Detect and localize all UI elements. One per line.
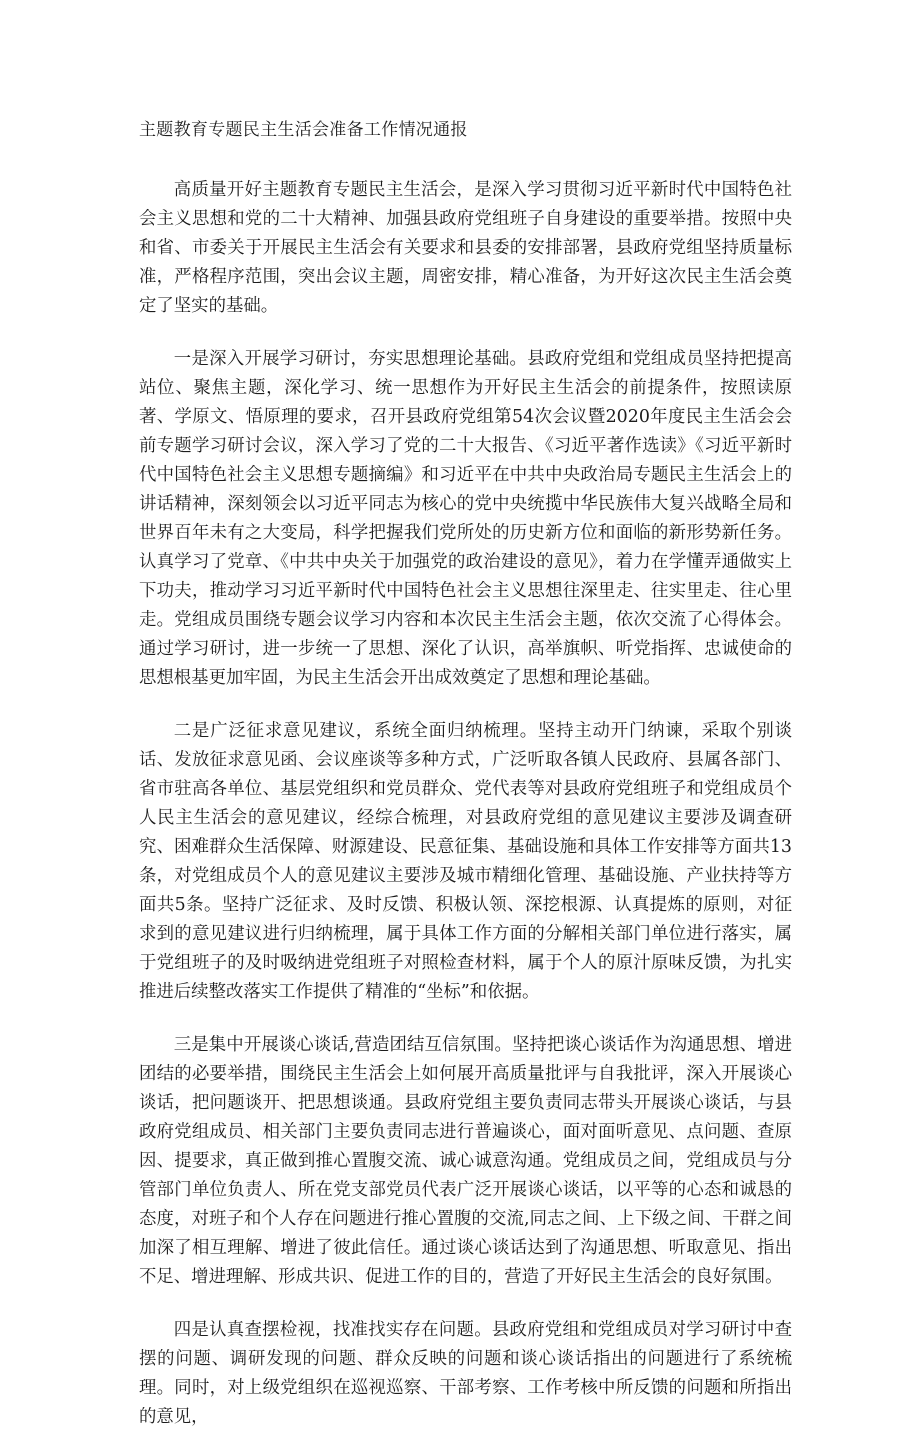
paragraph-study: 一是深入开展学习研讨，夯实思想理论基础。县政府党组和党组成员坚持把提高站位、聚焦主题，深化学习、统一思想作为开好民主生活会的前提条件，按照读原著、学原文、悟原理的要求，召开县政府党组第54次会议暨2020年度民主生活会会前专题学习研讨会议，深入学习了党的二十大报告、《习近平著作选读》《习近平新时代中国特色社会主义思想专题摘编》和习近平在中共中央政治局专题民主生活会上的讲话精神，深刻领会以习近平同志为核心的党中央统揽中华民族伟大复兴战略全局和世界百年未有之大变局，科学把握我们党所处的历史新方位和面临的新形势新任务。认真学习了党章、《中共中央关于加强党的政治建设的意见》，着力在学懂弄通做实上下功夫，推动学习习近平新时代中国特色社会主义思想往深里走、往实里走、往心里走。党组成员围绕专题会议学习内容和本次民主生活会主题，依次交流了心得体会。通过学习研讨，进一步统一了思想、深化了认识，高举旗帜、听党指挥、忠诚使命的思想根基更加牢固，为民主生活会开出成效奠定了思想和理论基础。 [139,349,792,688]
paragraph-opinions: 二是广泛征求意见建议，系统全面归纳梳理。坚持主动开门纳谏，采取个别谈话、发放征求意见函、会议座谈等多种方式，广泛听取各镇人民政府、县属各部门、省市驻高各单位、基层党组织和党员群众、党代表等对县政府党组班子和党组成员个人民主生活会的意见建议，经综合梳理，对县政府党组的意见建议主要涉及调查研究、困难群众生活保障、财源建设、民意征集、基础设施和具体工作安排等方面共13条，对党组成员个人的意见建议主要涉及城市精细化管理、基础设施、产业扶持等方面共5条。坚持广泛征求、及时反馈、积极认领、深挖根源、认真提炼的原则，对征求到的意见建议进行归纳梳理，属于具体工作方面的分解相关部门单位进行落实，属于党组班子的及时吸纳进党组班子对照检查材料，属于个人的原汁原味反馈，为扎实推进后续整改落实工作提供了精准的“坐标”和依据。 [139,721,792,1002]
paragraph-intro: 高质量开好主题教育专题民主生活会，是深入学习贯彻习近平新时代中国特色社会主义思想和党的二十大精神、加强县政府党组班子自身建设的重要举措。按照中央和省、市委关于开展民主生活会有关要求和县委的安排部署，县政府党组坚持质量标准，严格程序范围，突出会议主题，周密安排，精心准备，为开好这次民主生活会奠定了坚实的基础。 [139,180,792,316]
document-body [139,176,792,1456]
paragraph-inspection: 四是认真查摆检视，找准找实存在问题。县政府党组和党组成员对学习研讨中查摆的问题、调研发现的问题、群众反映的问题和谈心谈话指出的问题进行了系统梳理。同时，对上级党组织在巡视巡察、干部考察、工作考核中所反馈的问题和所指出的意见， [139,1320,792,1427]
paragraph-talks: 三是集中开展谈心谈话,营造团结互信氛围。坚持把谈心谈话作为沟通思想、增进团结的必要举措，围绕民主生活会上如何展开高质量批评与自我批评，深入开展谈心谈话，把问题谈开、把思想谈通。县政府党组主要负责同志带头开展谈心谈话，与县政府党组成员、相关部门主要负责同志进行普遍谈心，面对面听意见、点问题、查原因、提要求，真正做到推心置腹交流、诚心诚意沟通。党组成员之间，党组成员与分管部门单位负责人、所在党支部党员代表广泛开展谈心谈话，以平等的心态和诚恳的态度，对班子和个人存在问题进行推心置腹的交流,同志之间、上下级之间、干群之间加深了相互理解、增进了彼此信任。通过谈心谈话达到了沟通思想、听取意见、指出不足、增进理解、形成共识、促进工作的目的，营造了开好民主生活会的良好氛围。 [139,1035,792,1287]
document-title: 主题教育专题民主生活会准备工作情况通报 [139,120,468,140]
